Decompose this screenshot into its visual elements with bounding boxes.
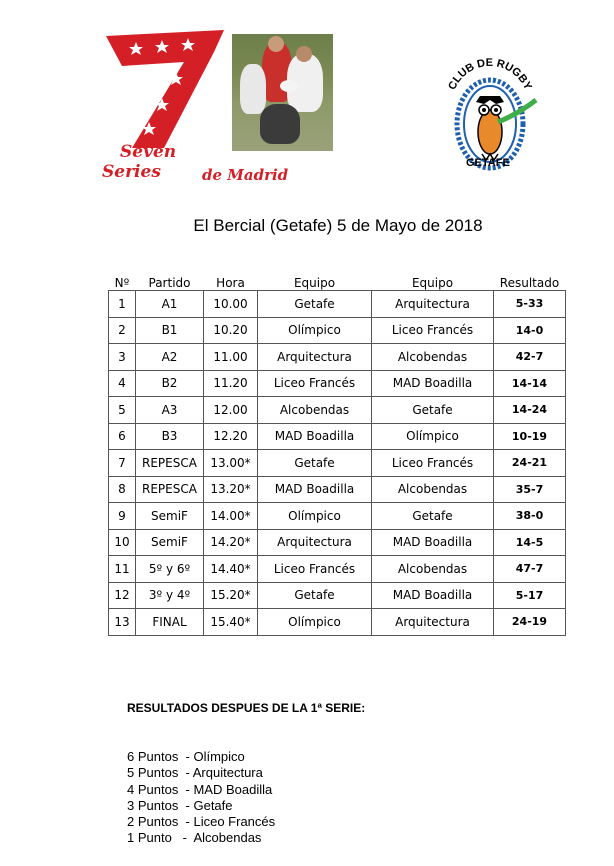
match-number: 12 [109,582,136,609]
logo-number: 7 [167,82,168,83]
table-row [109,529,566,556]
match-result: 14-5 [494,529,566,556]
match-partido: FINAL [136,609,204,636]
table-row [109,503,566,530]
match-hora: 12.20 [204,423,258,450]
match-partido: B3 [136,423,204,450]
match-partido: 5º y 6º [136,556,204,583]
column-header-equipo-2: Equipo [411,276,454,290]
match-hora: 11.00 [204,344,258,371]
table-row [109,423,566,450]
logo-word-de-madrid: de Madrid [202,166,289,184]
match-hora: 15.20* [204,582,258,609]
match-number: 7 [109,450,136,477]
column-header-number: Nº [114,276,130,290]
match-team-home: Getafe [258,450,372,477]
match-team-home: MAD Boadilla [258,423,372,450]
standings-item: 6 Puntos - Olímpico [127,749,245,764]
column-header-equipo-1: Equipo [293,276,336,290]
match-team-home: Getafe [258,291,372,318]
match-number: 8 [109,476,136,503]
match-result: 24-21 [494,450,566,477]
standings-item: 4 Puntos - MAD Boadilla [127,781,273,797]
match-result: 10-19 [494,423,566,450]
match-team-away: Alcobendas [372,344,494,371]
event-title: El Bercial (Getafe) 5 de Mayo de 2018 [193,216,483,235]
table-header-row [109,272,566,291]
crest-arc-text: CLUB DE RUGBY [446,56,534,92]
match-partido: SemiF [136,529,204,556]
standings-list [127,749,275,847]
match-team-home: Liceo Francés [258,556,372,583]
match-number: 1 [109,291,136,318]
match-hora: 14.20* [204,529,258,556]
match-team-home: Olímpico [258,609,372,636]
match-team-home: Getafe [258,582,372,609]
match-hora: 11.20 [204,370,258,397]
logo-word-series: Series [102,162,161,182]
match-number: 11 [109,556,136,583]
match-partido: A3 [136,397,204,424]
match-number: 9 [109,503,136,530]
match-team-away: Olímpico [372,423,494,450]
match-number: 13 [109,609,136,636]
table-row [109,582,566,609]
column-header-resultado: Resultado [499,276,560,290]
table-row [109,291,566,318]
match-partido: REPESCA [136,476,204,503]
standings-heading: RESULTADOS DESPUES DE LA 1ª SERIE: [127,701,366,715]
match-result: 14-0 [494,317,566,344]
match-partido: A1 [136,291,204,318]
match-team-away: Getafe [372,397,494,424]
match-team-away: Alcobendas [372,556,494,583]
match-result: 14-24 [494,397,566,424]
match-team-home: Olímpico [258,317,372,344]
match-team-home: Arquitectura [258,529,372,556]
standings-item: 3 Puntos - Getafe [127,797,233,813]
column-header-hora: Hora [216,276,245,290]
match-number: 6 [109,423,136,450]
match-number: 5 [109,397,136,424]
match-team-away: MAD Boadilla [372,370,494,397]
match-team-away: Getafe [372,503,494,530]
match-hora: 14.00* [204,503,258,530]
table-row [109,344,566,371]
match-hora: 12.00 [204,397,258,424]
match-hora: 10.00 [204,291,258,318]
match-partido: B1 [136,317,204,344]
match-team-away: Liceo Francés [372,450,494,477]
match-partido: SemiF [136,503,204,530]
crest-label-getafe: GETAFE [466,157,510,169]
match-team-home: Arquitectura [258,344,372,371]
match-result: 38-0 [494,503,566,530]
match-number: 4 [109,370,136,397]
table-row [109,397,566,424]
match-hora: 10.20 [204,317,258,344]
match-number: 3 [109,344,136,371]
seven-numeral-graphic [92,22,232,152]
column-header-partido: Partido [148,276,191,290]
match-result: 14-14 [494,370,566,397]
table-row [109,450,566,477]
match-hora: 14.40* [204,556,258,583]
match-team-away: Liceo Francés [372,317,494,344]
fixtures-table [108,272,566,636]
table-row [109,556,566,583]
match-result: 47-7 [494,556,566,583]
standings-item: 5 Puntos - Arquitectura [127,765,263,781]
match-result: 24-19 [494,609,566,636]
match-hora: 15.40* [204,609,258,636]
match-hora: 13.20* [204,476,258,503]
standings-item: 2 Puntos - Liceo Francés [127,814,276,830]
match-result: 5-33 [494,291,566,318]
match-team-away: Alcobendas [372,476,494,503]
match-result: 5-17 [494,582,566,609]
table-row [109,370,566,397]
match-partido: 3º y 4º [136,582,204,609]
table-row [109,609,566,636]
match-result: 42-7 [494,344,566,371]
match-hora: 13.00* [204,450,258,477]
logo-word-seven: Seven [120,142,177,162]
table-row [109,317,566,344]
match-team-home: Liceo Francés [258,370,372,397]
match-result: 35-7 [494,476,566,503]
match-team-home: Alcobendas [258,397,372,424]
match-team-away: MAD Boadilla [372,582,494,609]
match-partido: B2 [136,370,204,397]
match-number: 2 [109,317,136,344]
match-team-away: Arquitectura [372,291,494,318]
match-team-home: Olímpico [258,503,372,530]
match-partido: REPESCA [136,450,204,477]
match-team-away: Arquitectura [372,609,494,636]
match-team-home: MAD Boadilla [258,476,372,503]
match-partido: A2 [136,344,204,371]
match-number: 10 [109,529,136,556]
table-row [109,476,566,503]
rugby-players-photo [232,34,333,151]
match-team-away: MAD Boadilla [372,529,494,556]
standings-item: 1 Punto - Alcobendas [127,830,262,846]
